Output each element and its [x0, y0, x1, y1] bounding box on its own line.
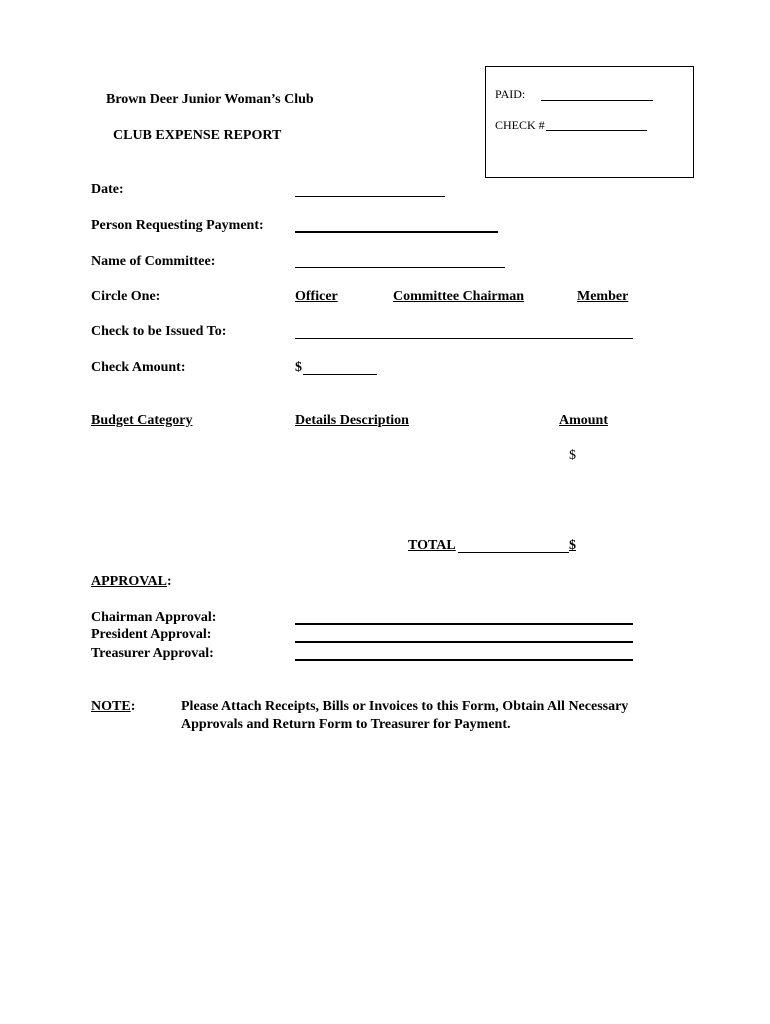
chairman-approval-line[interactable] [295, 623, 633, 625]
note-line-2: Approvals and Return Form to Treasurer for Payment. [181, 717, 511, 732]
treasurer-approval-label: Treasurer Approval: [91, 646, 214, 661]
total-line[interactable] [458, 552, 569, 553]
option-officer[interactable]: Officer [295, 289, 338, 304]
check-amount-dollar-sign: $ [295, 360, 302, 375]
date-label: Date: [91, 182, 124, 197]
date-line[interactable] [295, 196, 445, 197]
note-line-1: Please Attach Receipts, Bills or Invoices to this Form, Obtain All Necessary [181, 699, 629, 714]
report-title: CLUB EXPENSE REPORT [113, 128, 282, 143]
approval-heading-text: APPROVAL [91, 574, 167, 589]
president-approval-line[interactable] [295, 641, 633, 643]
note-label-text: NOTE [91, 699, 131, 714]
amount-dollar-sign: $ [569, 448, 576, 463]
total-dollar-sign: $ [569, 538, 576, 553]
paid-label: PAID: [495, 87, 526, 101]
check-issued-to-label: Check to be Issued To: [91, 324, 227, 339]
committee-name-line[interactable] [295, 267, 505, 268]
option-member[interactable]: Member [577, 289, 629, 304]
note-label-colon: : [130, 699, 136, 714]
check-number-label: CHECK # [495, 118, 545, 132]
club-name: Brown Deer Junior Woman’s Club [106, 92, 314, 107]
note-label [91, 699, 135, 715]
president-approval-label: President Approval: [91, 627, 212, 642]
details-description-header: Details Description [295, 413, 409, 428]
person-requesting-line[interactable] [295, 231, 498, 233]
check-amount-line[interactable] [303, 374, 377, 375]
check-number-line[interactable] [546, 130, 647, 131]
amount-header: Amount [559, 413, 609, 428]
circle-one-label: Circle One: [91, 289, 161, 304]
approval-heading-colon: : [166, 574, 172, 589]
paid-line[interactable] [541, 100, 653, 101]
total-label: TOTAL [408, 538, 456, 553]
budget-category-header: Budget Category [91, 413, 193, 428]
option-committee-chairman[interactable]: Committee Chairman [393, 289, 525, 304]
chairman-approval-label: Chairman Approval: [91, 610, 217, 625]
committee-name-label: Name of Committee: [91, 254, 216, 269]
person-requesting-label: Person Requesting Payment: [91, 218, 264, 233]
check-amount-label: Check Amount: [91, 360, 186, 375]
approval-heading [91, 574, 172, 590]
check-issued-to-line[interactable] [295, 338, 633, 339]
paid-box [485, 66, 694, 178]
treasurer-approval-line[interactable] [295, 659, 633, 661]
